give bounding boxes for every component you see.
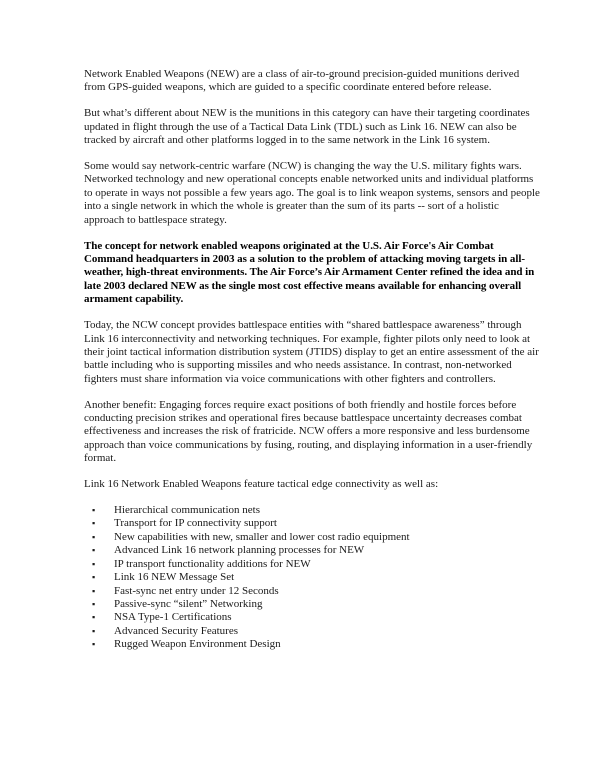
list-item [84, 558, 540, 571]
list-item-text: Passive-sync “silent” Networking [114, 597, 263, 610]
bullet-icon: ▪ [92, 518, 96, 529]
list-item-text: Transport for IP connectivity support [114, 517, 277, 530]
list-item [84, 571, 540, 584]
list-item [84, 544, 540, 557]
bullet-icon: ▪ [92, 572, 96, 583]
paragraph-today: Today, the NCW concept provides battlespace entities with “shared battlespace awareness” through Link 16 interconnectivity and networking techniques. For example, fighter pilots only need to look at their joint tactical information distribution system (JTIDS) display to get an entire assessment of the air battle including who is supporting missiles and who needs assistance. In contrast, non-networked fighters must share information via voice communications with other fighters and controllers. [84, 319, 539, 385]
paragraph-another-benefit: Another benefit: Engaging forces require exact positions of both friendly and hostile forces before conducting precision strikes and operational fires because battlespace uncertainty decreases combat effectiveness and increases the risk of fratricide. NCW offers a more responsive and less burdensome approach than voice communications by fusing, routing, and displaying information in a user-friendly format. [84, 398, 533, 465]
paragraph-list-intro: Link 16 Network Enabled Weapons feature tactical edge connectivity as well as: [84, 478, 439, 491]
paragraph-whats-different: But what’s different about NEW is the munitions in this category can have their targeting coordinates updated in flight through the use of a Tactical Data Link (TDL) such as Link 16. NEW can also be tracked by aircraft and other platforms logged in to the same network in the Link 16 system. [84, 107, 530, 147]
bullet-icon: ▪ [92, 585, 96, 596]
list-item-text: Advanced Security Features [114, 624, 239, 637]
list-item [84, 585, 540, 598]
list-item-text: New capabilities with new, smaller and lower cost radio equipment [114, 530, 410, 543]
list-item [84, 531, 540, 544]
bullet-icon: ▪ [92, 625, 96, 636]
bullet-icon: ▪ [92, 612, 96, 623]
bullet-icon: ▪ [92, 558, 96, 569]
list-item [84, 625, 540, 638]
paragraph-concept-origin: The concept for network enabled weapons originated at the U.S. Air Force's Air Combat Command headquarters in 2003 as a solution to the problem of attacking moving targets in all-weather, high-threat environments. The Air Force’s Air Armament Center refined the idea and in late 2003 declared NEW as the single most cost effective means available for enhancing overall armament capability. [84, 239, 535, 306]
list-item-text: Advanced Link 16 network planning processes for NEW [114, 544, 365, 557]
list-item [84, 517, 540, 530]
paragraph-intro: Network Enabled Weapons (NEW) are a class of air-to-ground precision-guided munitions derived from GPS-guided weapons, which are guided to a specific coordinate entered before release. [84, 68, 520, 94]
list-item [84, 504, 540, 517]
bullet-icon: ▪ [92, 639, 96, 650]
list-item-text: IP transport functionality additions for NEW [114, 557, 311, 570]
bullet-icon: ▪ [92, 531, 96, 542]
list-item-text: Rugged Weapon Environment Design [114, 638, 281, 651]
list-item-text: NSA Type-1 Certifications [114, 611, 232, 624]
list-item [84, 598, 540, 611]
paragraph-ncw: Some would say network-centric warfare (NCW) is changing the way the U.S. military fights wars. Networked technology and new operational concepts enable networked units and individual platforms to operate in ways not possible a few years ago. The goal is to link weapon systems, sensors and people into a single network in which the whole is greater than the sum of its parts -- sort of a holistic approach to battlespace strategy. [84, 160, 540, 226]
list-item [84, 611, 540, 624]
list-item-text: Fast-sync net entry under 12 Seconds [114, 584, 279, 597]
feature-list [84, 504, 540, 651]
bullet-icon: ▪ [92, 505, 96, 516]
list-item [84, 638, 540, 651]
list-item-text: Hierarchical communication nets [114, 504, 260, 517]
bullet-icon: ▪ [92, 598, 96, 609]
list-item-text: Link 16 NEW Message Set [114, 571, 235, 584]
bullet-icon: ▪ [92, 545, 96, 556]
